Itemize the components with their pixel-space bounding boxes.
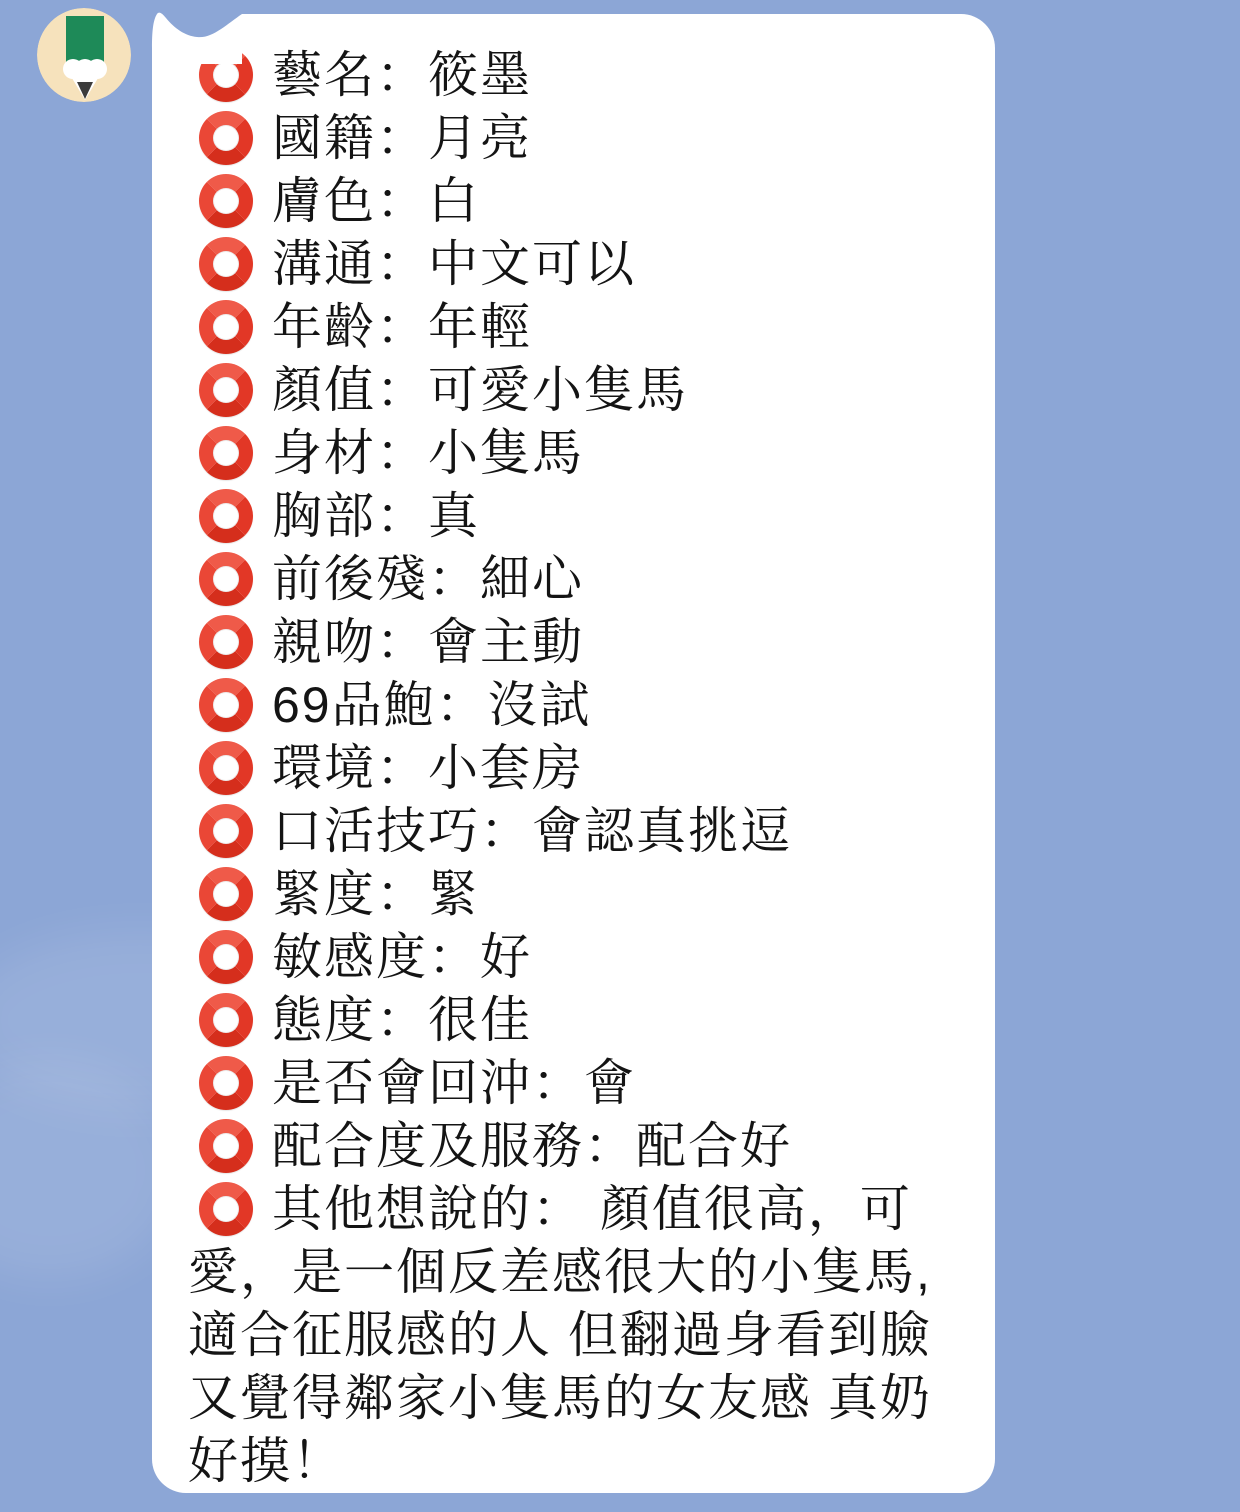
bubble-tail [150, 6, 242, 64]
list-item [188, 296, 971, 359]
item-text: 其他想說的： 顏值很高，可 [272, 1181, 912, 1237]
item-text: 口活技巧：會認真挑逗 [272, 803, 792, 859]
list-item [188, 611, 971, 674]
item-text: 環境：小套房 [272, 740, 584, 796]
list-item [188, 1115, 971, 1178]
hollow-red-circle-emoji [199, 489, 253, 543]
pencil-icon [37, 8, 131, 102]
hollow-red-circle-emoji [199, 741, 253, 795]
list-item [188, 422, 971, 485]
item-text: 顏值：可愛小隻馬 [272, 362, 688, 418]
hollow-red-circle-emoji [199, 300, 253, 354]
hollow-red-circle-emoji [199, 993, 253, 1047]
hollow-red-circle-emoji [199, 363, 253, 417]
hollow-red-circle-emoji [199, 1119, 253, 1173]
list-item [188, 737, 971, 800]
list-item [188, 1178, 971, 1241]
item-text: 溝通：中文可以 [272, 236, 636, 292]
hollow-red-circle-emoji [199, 678, 253, 732]
item-text-continuation: 好摸！ [188, 1433, 344, 1489]
item-text: 69品鮑：沒試 [272, 677, 592, 733]
item-text: 身材：小隻馬 [272, 425, 584, 481]
item-text-continuation: 又覺得鄰家小隻馬的女友感 真奶 [188, 1370, 932, 1426]
list-item [188, 926, 971, 989]
list-item [188, 170, 971, 233]
item-text: 敏感度：好 [272, 929, 532, 985]
hollow-red-circle-emoji [199, 174, 253, 228]
hollow-red-circle-emoji [199, 615, 253, 669]
list-item [188, 548, 971, 611]
hollow-red-circle-emoji [199, 237, 253, 291]
list-item [188, 44, 971, 107]
list-item [188, 1052, 971, 1115]
hollow-red-circle-emoji [199, 111, 253, 165]
item-text: 國籍：月亮 [272, 110, 532, 166]
item-text: 配合度及服務：配合好 [272, 1118, 792, 1174]
list-item [188, 359, 971, 422]
message-lines [188, 44, 971, 1493]
hollow-red-circle-emoji [199, 867, 253, 921]
list-item [188, 485, 971, 548]
item-text: 緊度：緊 [272, 866, 480, 922]
hollow-red-circle-emoji [199, 1056, 253, 1110]
item-text: 親吻：會主動 [272, 614, 584, 670]
item-text: 胸部：真 [272, 488, 480, 544]
item-text: 前後殘：細心 [272, 551, 584, 607]
item-text: 年齡：年輕 [272, 299, 532, 355]
hollow-red-circle-emoji [199, 930, 253, 984]
hollow-red-circle-emoji [199, 426, 253, 480]
item-text: 藝名：筱墨 [272, 47, 532, 103]
list-item [188, 800, 971, 863]
hollow-red-circle-emoji [199, 1182, 253, 1236]
item-text-continuation: 愛，是一個反差感很大的小隻馬, [188, 1244, 932, 1300]
item-text: 態度：很佳 [272, 992, 532, 1048]
message-bubble[interactable] [152, 14, 995, 1493]
list-item [188, 233, 971, 296]
item-text-continuation: 適合征服感的人 但翻過身看到臉 [188, 1307, 932, 1363]
list-item [188, 674, 971, 737]
list-item [188, 107, 971, 170]
avatar[interactable] [37, 8, 131, 102]
item-text: 膚色：白 [272, 173, 480, 229]
list-item [188, 989, 971, 1052]
hollow-red-circle-emoji [199, 804, 253, 858]
item-text: 是否會回沖：會 [272, 1055, 636, 1111]
hollow-red-circle-emoji [199, 552, 253, 606]
list-item [188, 863, 971, 926]
